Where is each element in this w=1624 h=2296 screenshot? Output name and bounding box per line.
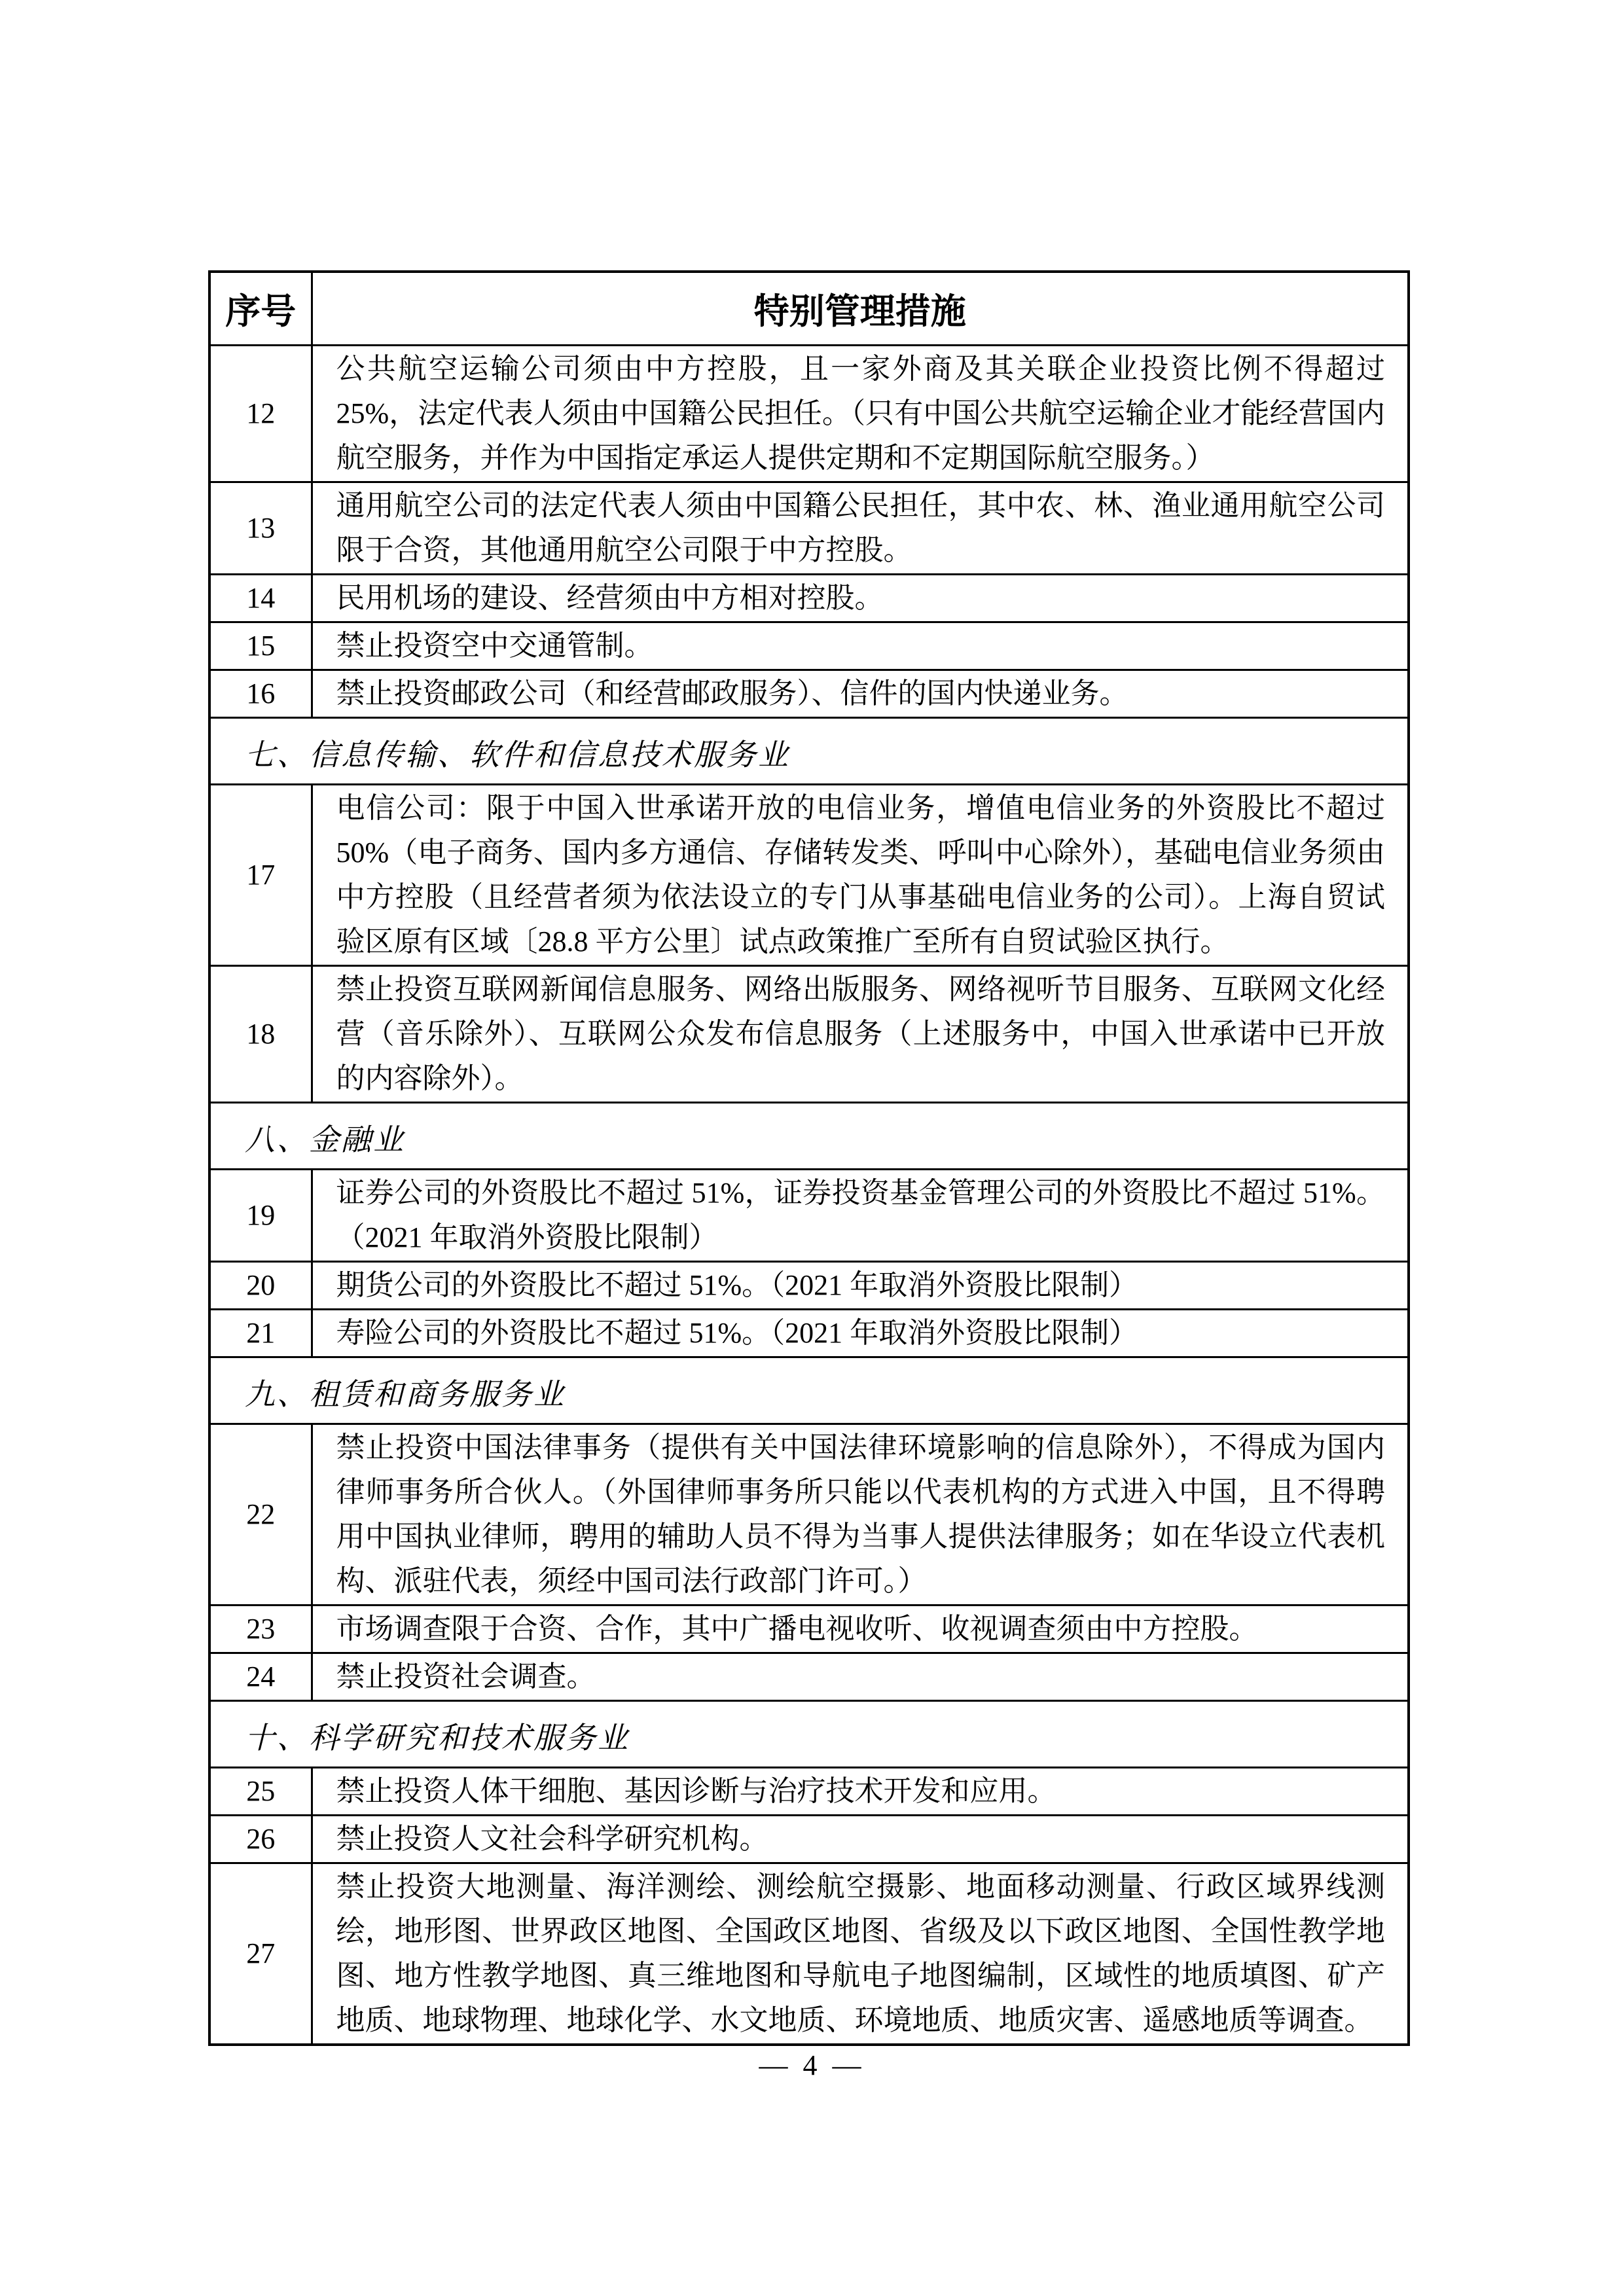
special-measures-table	[208, 270, 1410, 2046]
measure-serial-number: 18	[209, 965, 312, 1102]
measure-serial-number: 24	[209, 1653, 312, 1700]
page-number: — 4 —	[759, 2049, 865, 2081]
measure-serial-number: 14	[209, 574, 312, 622]
measure-row	[209, 1767, 1409, 1815]
section-header-row	[209, 1102, 1409, 1169]
section-title: 八、金融业	[209, 1102, 1409, 1169]
measure-text: 市场调查限于合资、合作，其中广播电视收听、收视调查须由中方控股。	[312, 1605, 1409, 1653]
measure-serial-number: 17	[209, 784, 312, 965]
measure-serial-number: 16	[209, 670, 312, 717]
measure-row	[209, 1261, 1409, 1309]
measure-row	[209, 1605, 1409, 1653]
measure-text: 寿险公司的外资股比不超过 51%。（2021 年取消外资股比限制）	[312, 1309, 1409, 1357]
measure-text: 禁止投资人文社会科学研究机构。	[312, 1815, 1409, 1863]
column-header-serial-number: 序号	[209, 272, 312, 345]
section-title: 十、科学研究和技术服务业	[209, 1700, 1409, 1767]
measure-row	[209, 1309, 1409, 1357]
section-header-row	[209, 1357, 1409, 1424]
measure-serial-number: 23	[209, 1605, 312, 1653]
measure-serial-number: 13	[209, 482, 312, 574]
measure-serial-number: 22	[209, 1424, 312, 1605]
measure-row	[209, 670, 1409, 717]
measure-text: 民用机场的建设、经营须由中方相对控股。	[312, 574, 1409, 622]
section-title: 七、信息传输、软件和信息技术服务业	[209, 717, 1409, 784]
table-body	[209, 345, 1409, 2045]
section-header-row	[209, 1700, 1409, 1767]
section-title: 九、租赁和商务服务业	[209, 1357, 1409, 1424]
measure-row	[209, 1815, 1409, 1863]
measure-text: 公共航空运输公司须由中方控股，且一家外商及其关联企业投资比例不得超过 25%，法定代表人须由中国籍公民担任。（只有中国公共航空运输企业才能经营国内航空服务，并作为中国指定承运人提供定期和不定期国际航空服务。）	[312, 345, 1409, 482]
measure-row	[209, 784, 1409, 965]
measure-row	[209, 1653, 1409, 1700]
measure-row	[209, 622, 1409, 670]
measure-row	[209, 965, 1409, 1102]
measure-row	[209, 1863, 1409, 2045]
measure-row	[209, 574, 1409, 622]
table-header-row	[209, 272, 1409, 345]
measure-text: 禁止投资邮政公司（和经营邮政服务）、信件的国内快递业务。	[312, 670, 1409, 717]
section-header-row	[209, 717, 1409, 784]
measure-text: 禁止投资人体干细胞、基因诊断与治疗技术开发和应用。	[312, 1767, 1409, 1815]
measure-text: 禁止投资中国法律事务（提供有关中国法律环境影响的信息除外），不得成为国内律师事务所合伙人。（外国律师事务所只能以代表机构的方式进入中国，且不得聘用中国执业律师，聘用的辅助人员不得为当事人提供法律服务；如在华设立代表机构、派驻代表，须经中国司法行政部门许可。）	[312, 1424, 1409, 1605]
measure-text: 证券公司的外资股比不超过 51%，证券投资基金管理公司的外资股比不超过 51%。（2021 年取消外资股比限制）	[312, 1169, 1409, 1261]
measure-text: 禁止投资社会调查。	[312, 1653, 1409, 1700]
measure-text: 期货公司的外资股比不超过 51%。（2021 年取消外资股比限制）	[312, 1261, 1409, 1309]
measure-text: 禁止投资大地测量、海洋测绘、测绘航空摄影、地面移动测量、行政区域界线测绘，地形图、世界政区地图、全国政区地图、省级及以下政区地图、全国性教学地图、地方性教学地图、真三维地图和导航电子地图编制，区域性的地质填图、矿产地质、地球物理、地球化学、水文地质、环境地质、地质灾害、遥感地质等调查。	[312, 1863, 1409, 2045]
measure-serial-number: 26	[209, 1815, 312, 1863]
measure-serial-number: 21	[209, 1309, 312, 1357]
measure-row	[209, 482, 1409, 574]
measure-serial-number: 15	[209, 622, 312, 670]
measure-serial-number: 27	[209, 1863, 312, 2045]
measure-text: 电信公司：限于中国入世承诺开放的电信业务，增值电信业务的外资股比不超过 50%（电子商务、国内多方通信、存储转发类、呼叫中心除外），基础电信业务须由中方控股（且经营者须为依法设立的专门从事基础电信业务的公司）。上海自贸试验区原有区域〔28.8 平方公里〕试点政策推广至所有自贸试验区执行。	[312, 784, 1409, 965]
measure-row	[209, 1169, 1409, 1261]
measure-text: 禁止投资互联网新闻信息服务、网络出版服务、网络视听节目服务、互联网文化经营（音乐除外）、互联网公众发布信息服务（上述服务中，中国入世承诺中已开放的内容除外）。	[312, 965, 1409, 1102]
measure-row	[209, 345, 1409, 482]
column-header-special-measures: 特别管理措施	[312, 272, 1409, 345]
measure-serial-number: 25	[209, 1767, 312, 1815]
measure-serial-number: 12	[209, 345, 312, 482]
measure-row	[209, 1424, 1409, 1605]
measure-text: 禁止投资空中交通管制。	[312, 622, 1409, 670]
measure-serial-number: 20	[209, 1261, 312, 1309]
measure-serial-number: 19	[209, 1169, 312, 1261]
measure-text: 通用航空公司的法定代表人须由中国籍公民担任，其中农、林、渔业通用航空公司限于合资，其他通用航空公司限于中方控股。	[312, 482, 1409, 574]
